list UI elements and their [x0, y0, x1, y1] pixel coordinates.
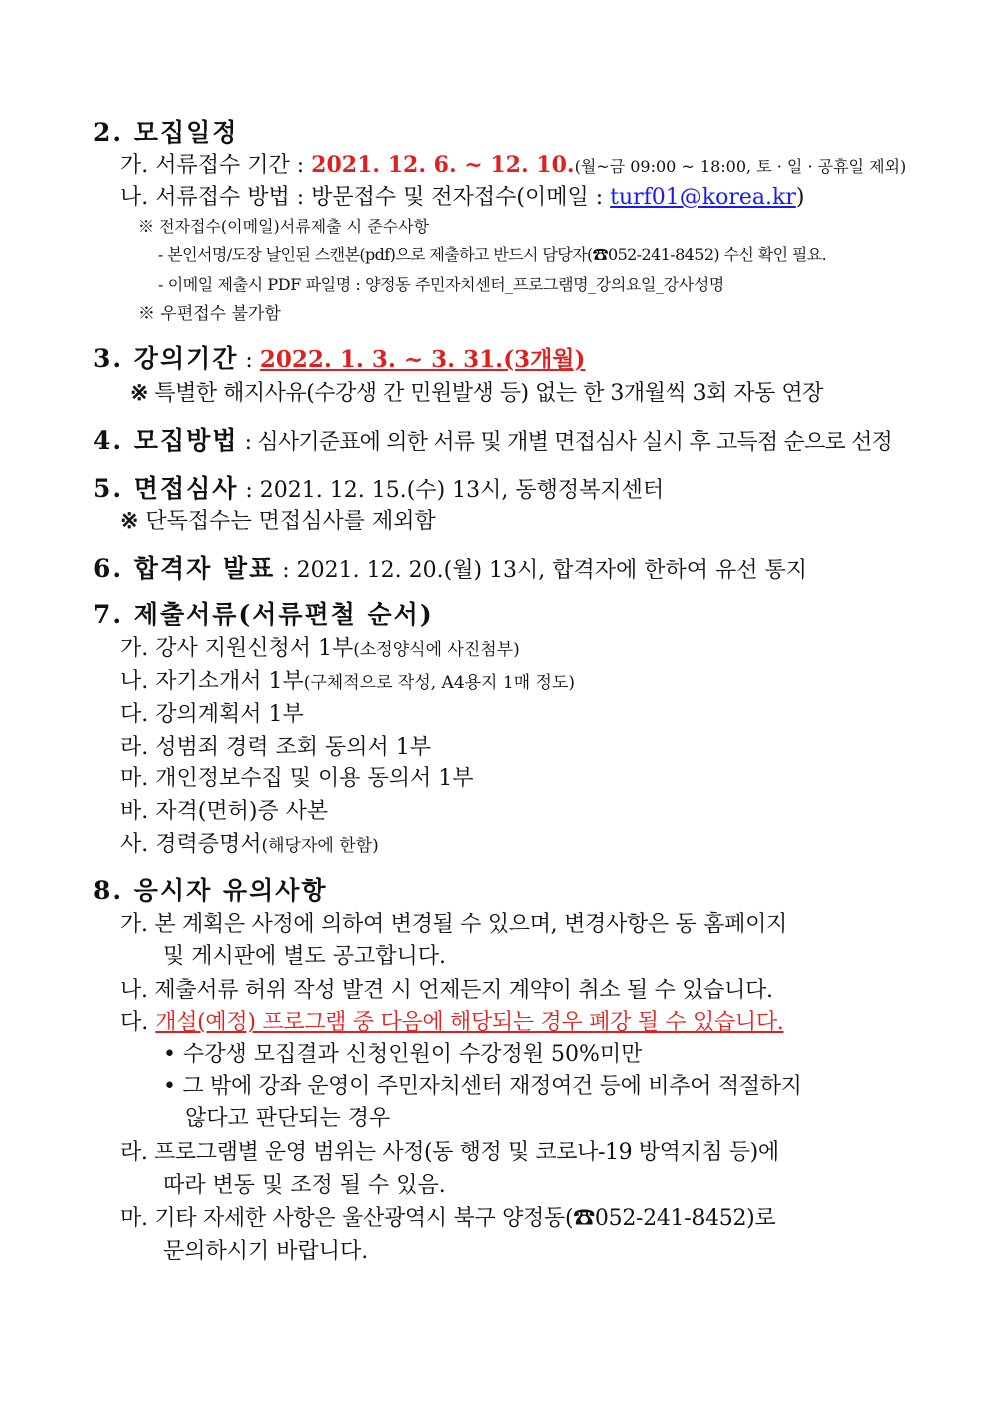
s7-item-main: 가. 강사 지원신청서 1부	[120, 636, 354, 661]
section-5	[93, 476, 664, 502]
section-3-period: 2022. 1. 3. ~ 3. 31.(3개월)	[259, 346, 586, 373]
s5-note-mark: ※	[120, 508, 139, 534]
section-3	[93, 346, 585, 372]
section-4	[93, 428, 892, 454]
s7-item-main: 다. 강의계획서 1부	[120, 702, 304, 727]
s8-bullet-2-line1: • 그 밖에 강좌 운영이 주민자치센터 재정여건 등에 비추어 적절하지	[163, 1074, 802, 1099]
section-2-title: 2. 모집일정	[93, 118, 239, 147]
s2-note-4: ※ 우편접수 불가함	[138, 304, 281, 324]
s7-item-main: 바. 자격(면허)증 사본	[120, 799, 329, 824]
section-5-text: : 2021. 12. 15.(수) 13시, 동행정복지센터	[238, 478, 665, 503]
s2-receipt-period-note: (월~금 09:00 ~ 18:00, 토 · 일 · 공휴일 제외)	[574, 157, 907, 176]
s7-item-main: 라. 성범죄 경력 조회 동의서 1부	[120, 735, 431, 760]
s2-note-1: ※ 전자접수(이메일)서류제출 시 준수사항	[138, 217, 430, 236]
s2-receipt-method	[120, 187, 804, 209]
s3-note-mark: ※	[130, 380, 148, 406]
s3-note-text: 특별한 해지사유(수강생 간 민원발생 등) 없는 한 3개월씩 3회 자동 연장	[147, 381, 823, 406]
s7-item-sub: (해당자에 한함)	[261, 836, 379, 856]
section-3-note	[130, 382, 823, 405]
s8-item-d-line2: 따라 변동 및 조정 될 수 있음.	[163, 1173, 446, 1198]
s7-item	[120, 704, 304, 726]
s7-item	[120, 834, 379, 856]
s7-item-main: 사. 경력증명서	[120, 832, 262, 857]
s8-item-d-line1: 라. 프로그램별 운영 범위는 사정(동 행정 및 코로나-19 방역지침 등)에	[120, 1140, 779, 1165]
s8-item-a-line1: 가. 본 계획은 사정에 의하여 변경될 수 있으며, 변경사항은 동 홈페이지	[120, 912, 787, 937]
s2-receipt-method-close: )	[795, 185, 805, 210]
s7-item-sub: (소정양식에 사진첨부)	[353, 640, 520, 660]
s5-note-text: 단독접수는 면접심사를 제외함	[138, 509, 436, 534]
email-link[interactable]: turf01@korea.kr	[610, 185, 796, 210]
s8-item-e-line2: 문의하시기 바랍니다.	[163, 1239, 369, 1264]
s7-item	[120, 671, 575, 693]
section-7-title: 7. 제출서류(서류편철 순서)	[93, 600, 434, 629]
s8-bullet-2-line2: 않다고 판단되는 경우	[185, 1106, 391, 1131]
s7-item	[120, 638, 520, 660]
section-6	[93, 556, 807, 582]
s7-item	[120, 737, 431, 759]
section-4-text: : 심사기준표에 의한 서류 및 개별 면접심사 실시 후 고득점 순으로 선정	[238, 430, 892, 455]
section-5-note	[120, 510, 436, 533]
s7-item-main: 마. 개인정보수집 및 이용 동의서 1부	[120, 766, 474, 791]
s8-item-c-label: 다.	[120, 1010, 156, 1035]
section-6-title: 6. 합격자 발표	[93, 554, 276, 583]
s8-item-a-line2: 및 게시판에 별도 공고합니다.	[163, 944, 446, 969]
s8-bullet-1: • 수강생 모집결과 신청인원이 수강정원 50%미만	[163, 1042, 643, 1067]
s2-receipt-period	[120, 154, 906, 177]
section-5-title: 5. 면접심사	[93, 474, 239, 503]
s7-item-sub: (구체적으로 작성, A4용지 1매 정도)	[303, 673, 576, 693]
s8-item-c-text: 개설(예정) 프로그램 중 다음에 해당되는 경우 폐강 될 수 있습니다.	[155, 1010, 784, 1035]
s2-receipt-method-label: 나. 서류접수 방법 : 방문접수 및 전자접수(이메일 :	[120, 185, 611, 210]
s8-item-e-line1: 마. 기타 자세한 사항은 울산광역시 북구 양정동(☎052-241-8452)로	[120, 1206, 776, 1231]
s7-item-main: 나. 자기소개서 1부	[120, 669, 304, 694]
section-3-colon: :	[238, 348, 260, 373]
s7-item	[120, 801, 328, 823]
s2-receipt-period-label: 가. 서류접수 기간 :	[120, 153, 312, 178]
s2-note-2: - 본인서명/도장 날인된 스캔본(pdf)으로 제출하고 반드시 담당자(☎052-241-8452) 수신 확인 필요.	[158, 245, 827, 264]
s8-item-c	[120, 1012, 784, 1034]
section-4-title: 4. 모집방법	[93, 426, 239, 455]
section-8-title: 8. 응시자 유의사항	[93, 876, 328, 905]
s7-item	[120, 768, 474, 790]
s2-receipt-period-date: 2021. 12. 6. ~ 12. 10.	[311, 152, 575, 178]
section-6-text: : 2021. 12. 20.(월) 13시, 합격자에 한하여 유선 통지	[275, 558, 808, 583]
s8-item-b: 나. 제출서류 허위 작성 발견 시 언제든지 계약이 취소 될 수 있습니다.	[120, 978, 773, 1003]
s2-note-3: - 이메일 제출시 PDF 파일명 : 양정동 주민자치센터_프로그램명_강의요일_강사성명	[158, 275, 724, 294]
section-3-title: 3. 강의기간	[93, 344, 239, 373]
